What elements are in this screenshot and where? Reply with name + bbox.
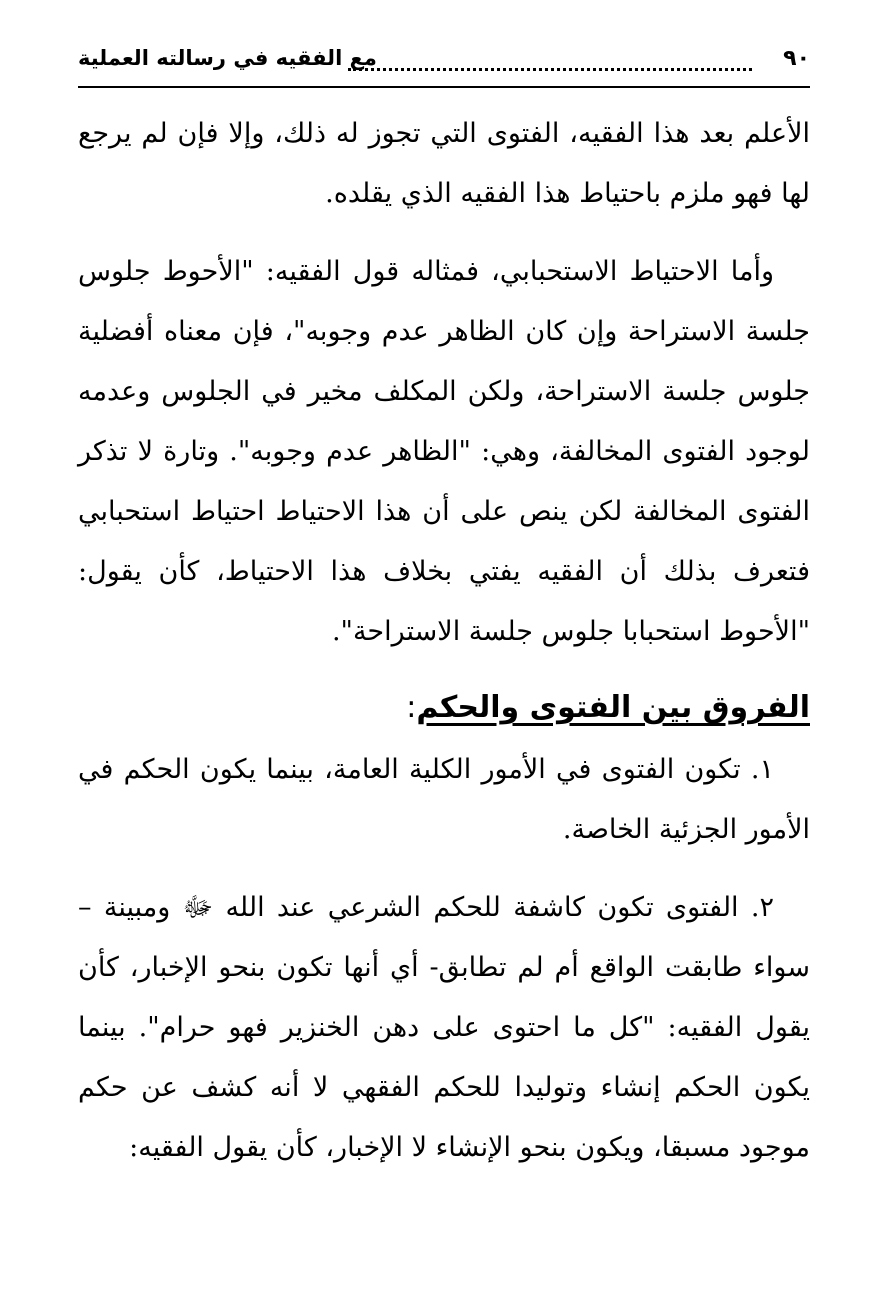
running-header [78,38,810,88]
paragraph-continued: الأعلم بعد هذا الفقيه، الفتوى التي تجوز له ذلك، وإلا فإن لم يرجع لها فهو ملزم باحتياط هذا الفقيه الذي يقلده. [78,118,810,209]
list-item-point-2: ٢. الفتوى تكون كاشفة للحكم الشرعي عند الله ﷻ ومبينة – سواء طابقت الواقع أم لم تطابق- أي أنها تكون بنحو الإخبار، كأن يقول الفقيه: "كل ما احتوى على دهن الخنزير فهو حرام". بينما يكون الحكم إنشاء وتوليدا للحكم الفقهي لا أنه كشف عن حكم موجود مسبقا، ويكون بنحو الإنشاء لا الإخبار، كأن يقول الفقيه: [78,892,810,1163]
section-heading-text: الفروق بين الفتوى والحكم [416,690,810,725]
body-text [78,104,810,1178]
book-page [78,38,810,1268]
running-title: مع الفقيه في رسالته العملية [78,46,377,70]
paragraph-recommended-caution: وأما الاحتياط الاستحبابي، فمثاله قول الفقيه: "الأحوط جلوس جلسة الاستراحة وإن كان الظاهر عدم وجوبه"، فإن معناه أفضلية جلوس جلسة الاستراحة، ولكن المكلف مخير في الجلوس وعدمه لوجود الفتوى المخالفة، وهي: "الظاهر عدم وجوبه". وتارة لا تذكر الفتوى المخالفة لكن ينص على أن هذا الاحتياط احتياط استحبابي فتعرف بذلك أن الفقيه يفتي بخلاف هذا الاحتياط، كأن يقول: "الأحوط استحبابا جلوس جلسة الاستراحة". [78,256,810,647]
section-heading [78,680,810,736]
section-heading-colon: : [406,690,417,725]
header-dot-leader [348,68,752,71]
list-item-point-1: ١. تكون الفتوى في الأمور الكلية العامة، بينما يكون الحكم في الأمور الجزئية الخاصة. [78,754,810,845]
page-number: ٩٠ [783,46,810,71]
